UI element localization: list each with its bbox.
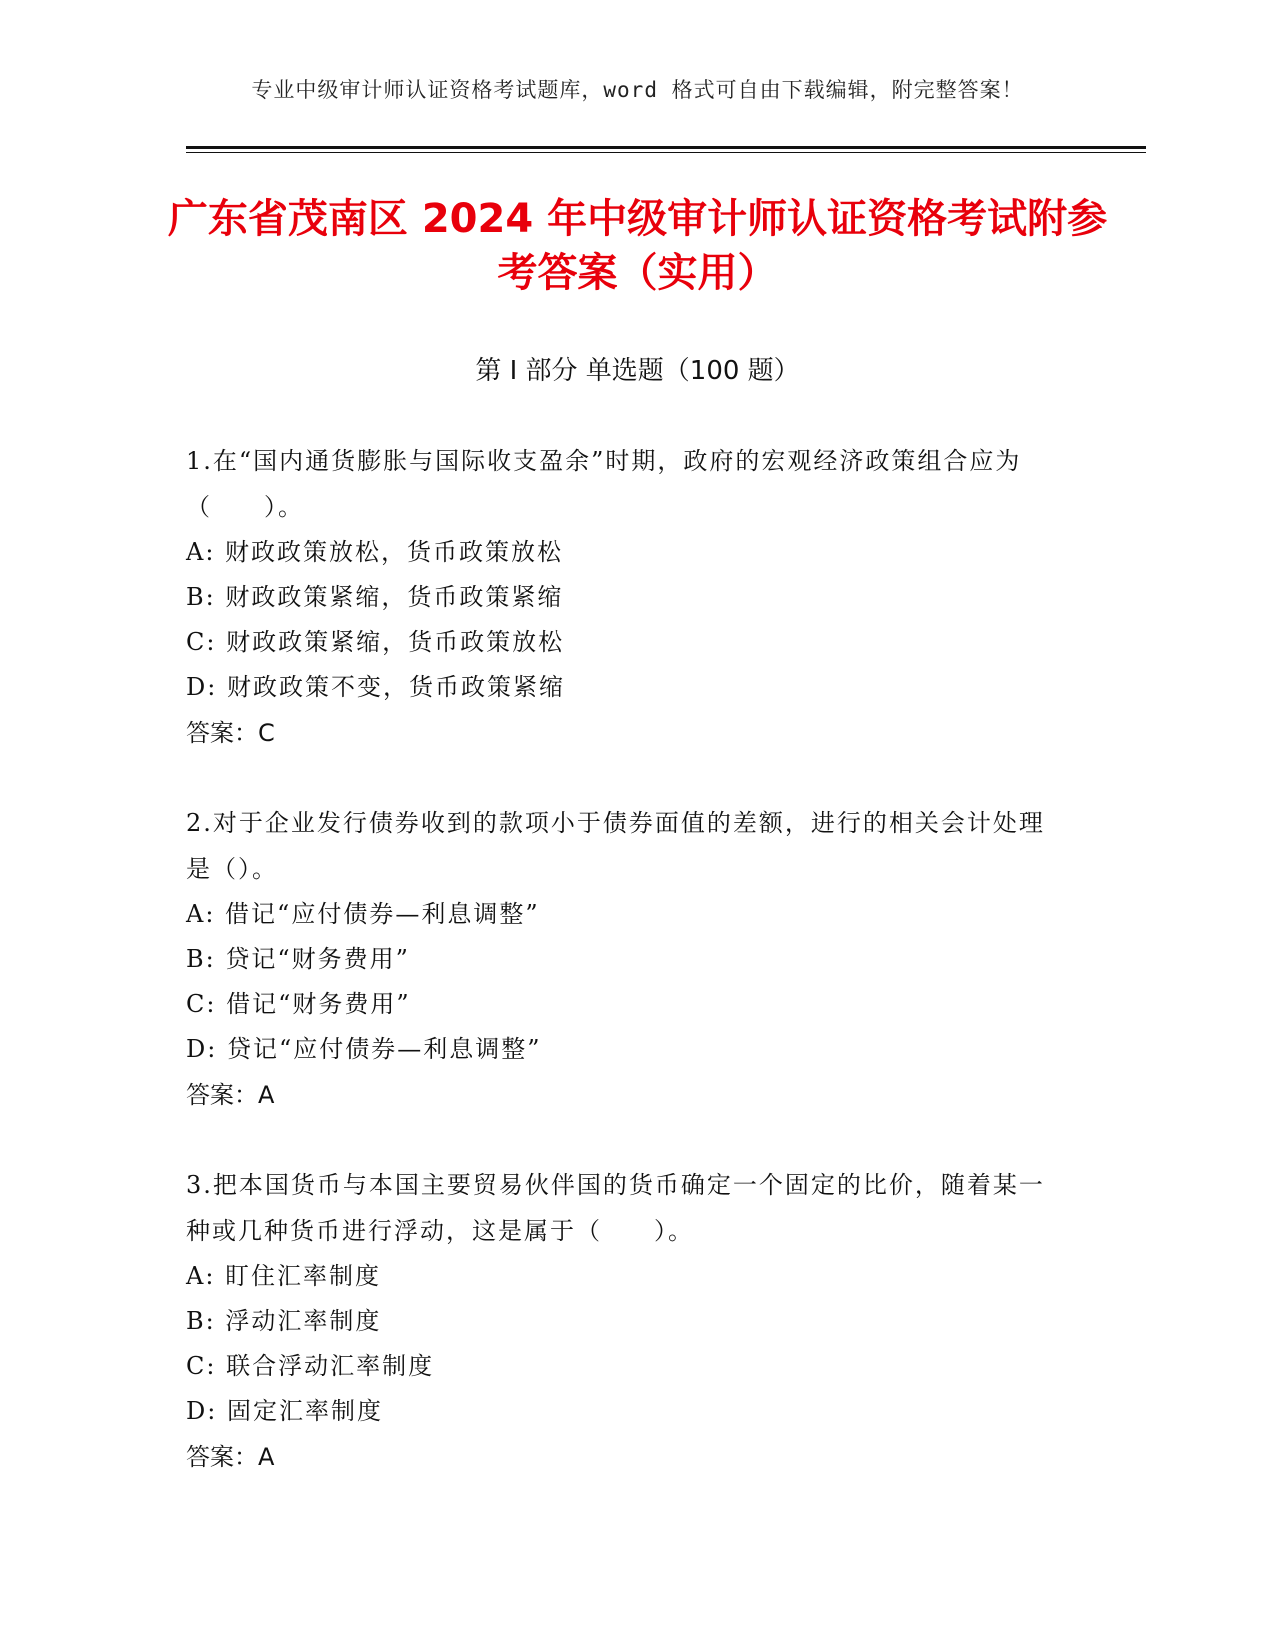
question-2 [186, 800, 1066, 1118]
option-d: D: 财政政策不变，货币政策紧缩 [186, 673, 565, 701]
question-3 [186, 1162, 1066, 1480]
option-c: C: 财政政策紧缩，货币政策放松 [186, 628, 565, 656]
option-b: B: 浮动汇率制度 [186, 1307, 382, 1335]
option-c: C: 借记“财务费用” [186, 990, 411, 1018]
question-stem: 3.把本国货币与本国主要贸易伙伴国的货币确定一个固定的比价，随着某一种或几种货币进行浮动，这是属于（ ）。 [186, 1171, 1045, 1245]
option-a: A: 盯住汇率制度 [186, 1262, 382, 1290]
answer-line: 答案：C [186, 719, 275, 747]
section-heading: 第 I 部分 单选题（100 题） [475, 356, 800, 386]
header-note: 专业中级审计师认证资格考试题库，word 格式可自由下载编辑，附完整答案！ [251, 78, 1024, 102]
header-rule-thick [186, 146, 1146, 149]
header-rule-thin [186, 152, 1146, 153]
option-c: C: 联合浮动汇率制度 [186, 1352, 435, 1380]
document-title: 广东省茂南区 2024 年中级审计师认证资格考试附参考答案（实用） [167, 196, 1108, 296]
option-a: A: 财政政策放松，货币政策放松 [186, 538, 564, 566]
option-b: B: 财政政策紧缩，货币政策紧缩 [186, 583, 564, 611]
answer-line: 答案：A [186, 1443, 275, 1471]
question-stem: 1.在“国内通货膨胀与国际收支盈余”时期，政府的宏观经济政策组合应为（ ）。 [186, 447, 1022, 521]
option-a: A: 借记“应付债券—利息调整” [186, 900, 540, 928]
answer-line: 答案：A [186, 1081, 275, 1109]
option-d: D: 固定汇率制度 [186, 1397, 383, 1425]
question-stem: 2.对于企业发行债券收到的款项小于债券面值的差额，进行的相关会计处理是（）。 [186, 809, 1045, 883]
question-list [186, 438, 1066, 1524]
option-d: D: 贷记“应付债券—利息调整” [186, 1035, 542, 1063]
option-b: B: 贷记“财务费用” [186, 945, 410, 973]
question-1 [186, 438, 1066, 756]
